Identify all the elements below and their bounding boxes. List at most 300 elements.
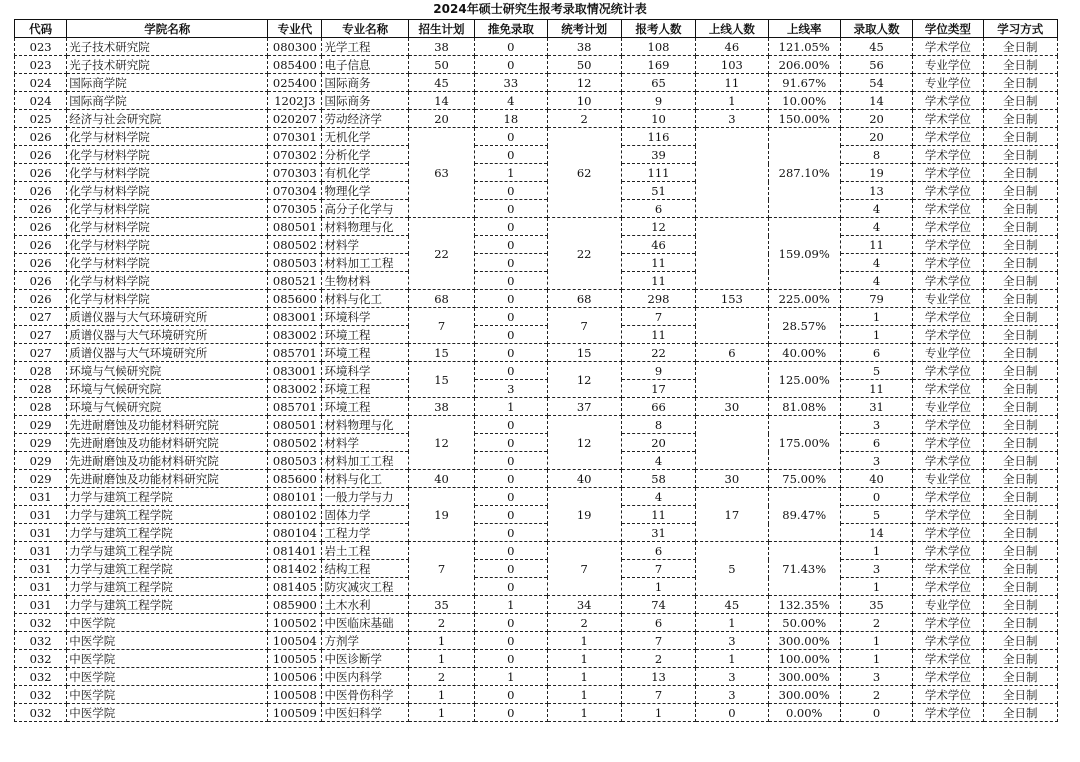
cell-pass-count: 1 xyxy=(696,92,768,110)
cell-code: 028 xyxy=(15,380,67,398)
cell-major-name: 分析化学 xyxy=(322,146,408,164)
header-major-code: 专业代 xyxy=(268,20,322,38)
cell-code: 027 xyxy=(15,326,67,344)
cell-applicants: 7 xyxy=(621,632,695,650)
cell-pass-count: 6 xyxy=(696,344,768,362)
cell-applicants: 11 xyxy=(621,326,695,344)
cell-pass-rate: 121.05% xyxy=(768,38,840,56)
cell-major-code: 100504 xyxy=(268,632,322,650)
cell-pass-count: 17 xyxy=(696,488,768,542)
cell-exam-plan: 62 xyxy=(547,128,621,218)
cell-exempt: 0 xyxy=(475,344,547,362)
cell-college: 中医学院 xyxy=(67,650,268,668)
cell-admitted: 11 xyxy=(840,380,912,398)
cell-major-code: 085701 xyxy=(268,344,322,362)
cell-study-mode: 全日制 xyxy=(983,110,1057,128)
cell-admitted: 0 xyxy=(840,704,912,722)
cell-pass-rate: 300.00% xyxy=(768,668,840,686)
table-row xyxy=(15,650,1058,668)
cell-exam-plan: 15 xyxy=(547,344,621,362)
table-row xyxy=(15,668,1058,686)
cell-degree-type: 学术学位 xyxy=(913,452,983,470)
cell-exam-plan: 7 xyxy=(547,308,621,344)
cell-degree-type: 学术学位 xyxy=(913,254,983,272)
table-row xyxy=(15,38,1058,56)
cell-study-mode: 全日制 xyxy=(983,632,1057,650)
cell-admitted: 4 xyxy=(840,200,912,218)
cell-admitted: 2 xyxy=(840,686,912,704)
cell-degree-type: 专业学位 xyxy=(913,290,983,308)
table-row xyxy=(15,362,1058,380)
cell-code: 026 xyxy=(15,272,67,290)
cell-exam-plan: 12 xyxy=(547,362,621,398)
cell-exempt: 0 xyxy=(475,146,547,164)
cell-degree-type: 专业学位 xyxy=(913,56,983,74)
cell-exempt: 3 xyxy=(475,380,547,398)
cell-applicants: 58 xyxy=(621,470,695,488)
cell-plan: 1 xyxy=(408,686,474,704)
cell-study-mode: 全日制 xyxy=(983,344,1057,362)
cell-admitted: 13 xyxy=(840,182,912,200)
cell-major-code: 083002 xyxy=(268,326,322,344)
cell-admitted: 1 xyxy=(840,632,912,650)
cell-college: 化学与材料学院 xyxy=(67,146,268,164)
table-row xyxy=(15,632,1058,650)
cell-exempt: 0 xyxy=(475,560,547,578)
cell-pass-count: 30 xyxy=(696,470,768,488)
cell-major-name: 材料加工工程 xyxy=(322,452,408,470)
cell-admitted: 4 xyxy=(840,218,912,236)
cell-major-code: 080502 xyxy=(268,434,322,452)
cell-major-code: 100502 xyxy=(268,614,322,632)
cell-applicants: 7 xyxy=(621,308,695,326)
cell-applicants: 17 xyxy=(621,380,695,398)
cell-applicants: 46 xyxy=(621,236,695,254)
cell-admitted: 20 xyxy=(840,128,912,146)
cell-degree-type: 学术学位 xyxy=(913,308,983,326)
cell-major-name: 材料与化工 xyxy=(322,290,408,308)
cell-major-code: 080300 xyxy=(268,38,322,56)
cell-applicants: 65 xyxy=(621,74,695,92)
cell-degree-type: 专业学位 xyxy=(913,398,983,416)
cell-degree-type: 专业学位 xyxy=(913,470,983,488)
cell-exempt: 0 xyxy=(475,56,547,74)
cell-plan: 2 xyxy=(408,668,474,686)
cell-major-name: 材料物理与化 xyxy=(322,416,408,434)
cell-admitted: 5 xyxy=(840,362,912,380)
table-title: 2024年硕士研究生报考录取情况统计表 xyxy=(433,2,647,16)
table-row xyxy=(15,110,1058,128)
cell-pass-rate: 300.00% xyxy=(768,686,840,704)
cell-study-mode: 全日制 xyxy=(983,596,1057,614)
cell-degree-type: 学术学位 xyxy=(913,38,983,56)
cell-pass-count: 30 xyxy=(696,398,768,416)
cell-admitted: 2 xyxy=(840,614,912,632)
cell-major-name: 土木水利 xyxy=(322,596,408,614)
cell-major-name: 中医临床基础 xyxy=(322,614,408,632)
cell-applicants: 1 xyxy=(621,704,695,722)
cell-exempt: 18 xyxy=(475,110,547,128)
cell-major-code: 1202J3 xyxy=(268,92,322,110)
cell-major-code: 083001 xyxy=(268,362,322,380)
cell-code: 027 xyxy=(15,308,67,326)
cell-college: 国际商学院 xyxy=(67,74,268,92)
table-row xyxy=(15,542,1058,560)
header-pass-rate: 上线率 xyxy=(768,20,840,38)
cell-study-mode: 全日制 xyxy=(983,164,1057,182)
cell-study-mode: 全日制 xyxy=(983,146,1057,164)
cell-major-name: 防灾减灾工程 xyxy=(322,578,408,596)
cell-college: 力学与建筑工程学院 xyxy=(67,542,268,560)
cell-major-name: 环境科学 xyxy=(322,362,408,380)
cell-study-mode: 全日制 xyxy=(983,56,1057,74)
cell-college: 先进耐磨蚀及功能材料研究院 xyxy=(67,434,268,452)
cell-major-code: 070301 xyxy=(268,128,322,146)
cell-degree-type: 学术学位 xyxy=(913,200,983,218)
cell-admitted: 1 xyxy=(840,542,912,560)
cell-study-mode: 全日制 xyxy=(983,326,1057,344)
cell-plan: 40 xyxy=(408,470,474,488)
cell-plan: 38 xyxy=(408,38,474,56)
cell-applicants: 20 xyxy=(621,434,695,452)
cell-study-mode: 全日制 xyxy=(983,416,1057,434)
cell-admitted: 45 xyxy=(840,38,912,56)
cell-plan: 20 xyxy=(408,110,474,128)
cell-pass-count: 1 xyxy=(696,650,768,668)
admission-stats-table xyxy=(14,19,1058,722)
header-admitted: 录取人数 xyxy=(840,20,912,38)
cell-admitted: 1 xyxy=(840,326,912,344)
cell-degree-type: 学术学位 xyxy=(913,668,983,686)
cell-exam-plan: 7 xyxy=(547,542,621,596)
cell-pass-rate: 0.00% xyxy=(768,704,840,722)
cell-exempt: 0 xyxy=(475,362,547,380)
cell-admitted: 4 xyxy=(840,254,912,272)
cell-major-name: 无机化学 xyxy=(322,128,408,146)
cell-exempt: 1 xyxy=(475,596,547,614)
table-row xyxy=(15,92,1058,110)
cell-exam-plan: 1 xyxy=(547,668,621,686)
cell-admitted: 3 xyxy=(840,668,912,686)
cell-plan: 7 xyxy=(408,308,474,344)
cell-exam-plan: 1 xyxy=(547,632,621,650)
cell-exempt: 0 xyxy=(475,614,547,632)
cell-study-mode: 全日制 xyxy=(983,524,1057,542)
cell-college: 先进耐磨蚀及功能材料研究院 xyxy=(67,452,268,470)
cell-major-name: 高分子化学与 xyxy=(322,200,408,218)
cell-applicants: 2 xyxy=(621,650,695,668)
cell-degree-type: 学术学位 xyxy=(913,704,983,722)
cell-major-code: 085600 xyxy=(268,290,322,308)
cell-major-code: 081402 xyxy=(268,560,322,578)
cell-exam-plan: 68 xyxy=(547,290,621,308)
cell-major-code: 080104 xyxy=(268,524,322,542)
cell-applicants: 6 xyxy=(621,542,695,560)
cell-pass-rate: 159.09% xyxy=(768,218,840,290)
cell-pass-count: 103 xyxy=(696,56,768,74)
cell-pass-rate: 175.00% xyxy=(768,416,840,470)
cell-admitted: 19 xyxy=(840,164,912,182)
cell-college: 环境与气候研究院 xyxy=(67,380,268,398)
cell-major-name: 中医骨伤科学 xyxy=(322,686,408,704)
cell-exam-plan: 40 xyxy=(547,470,621,488)
table-row xyxy=(15,272,1058,290)
table-row xyxy=(15,254,1058,272)
cell-study-mode: 全日制 xyxy=(983,506,1057,524)
cell-code: 031 xyxy=(15,560,67,578)
cell-plan: 1 xyxy=(408,650,474,668)
cell-plan: 1 xyxy=(408,704,474,722)
cell-degree-type: 学术学位 xyxy=(913,416,983,434)
cell-admitted: 1 xyxy=(840,308,912,326)
cell-study-mode: 全日制 xyxy=(983,92,1057,110)
cell-college: 先进耐磨蚀及功能材料研究院 xyxy=(67,416,268,434)
cell-study-mode: 全日制 xyxy=(983,362,1057,380)
table-row xyxy=(15,290,1058,308)
header-exempt: 推免录取 xyxy=(475,20,547,38)
cell-exempt: 0 xyxy=(475,704,547,722)
cell-applicants: 11 xyxy=(621,506,695,524)
cell-major-code: 100508 xyxy=(268,686,322,704)
cell-major-code: 080501 xyxy=(268,416,322,434)
cell-code: 031 xyxy=(15,578,67,596)
cell-study-mode: 全日制 xyxy=(983,398,1057,416)
cell-exempt: 0 xyxy=(475,308,547,326)
cell-exempt: 0 xyxy=(475,200,547,218)
cell-study-mode: 全日制 xyxy=(983,38,1057,56)
cell-pass-rate: 206.00% xyxy=(768,56,840,74)
cell-admitted: 0 xyxy=(840,488,912,506)
cell-plan: 1 xyxy=(408,632,474,650)
cell-pass-rate: 132.35% xyxy=(768,596,840,614)
table-row xyxy=(15,416,1058,434)
table-row xyxy=(15,560,1058,578)
cell-pass-rate: 91.67% xyxy=(768,74,840,92)
cell-major-code: 080101 xyxy=(268,488,322,506)
cell-major-name: 环境工程 xyxy=(322,344,408,362)
cell-study-mode: 全日制 xyxy=(983,74,1057,92)
header-pass-count: 上线人数 xyxy=(696,20,768,38)
table-row xyxy=(15,596,1058,614)
cell-applicants: 7 xyxy=(621,686,695,704)
cell-code: 024 xyxy=(15,92,67,110)
cell-college: 力学与建筑工程学院 xyxy=(67,488,268,506)
cell-degree-type: 学术学位 xyxy=(913,614,983,632)
cell-exam-plan: 34 xyxy=(547,596,621,614)
header-applicants: 报考人数 xyxy=(621,20,695,38)
cell-applicants: 8 xyxy=(621,416,695,434)
cell-exam-plan: 10 xyxy=(547,92,621,110)
cell-pass-count xyxy=(696,308,768,344)
cell-pass-count xyxy=(696,128,768,218)
table-row xyxy=(15,56,1058,74)
table-row xyxy=(15,128,1058,146)
table-row xyxy=(15,434,1058,452)
cell-exempt: 0 xyxy=(475,218,547,236)
cell-exempt: 1 xyxy=(475,398,547,416)
cell-pass-rate: 10.00% xyxy=(768,92,840,110)
cell-applicants: 51 xyxy=(621,182,695,200)
cell-code: 023 xyxy=(15,56,67,74)
cell-admitted: 56 xyxy=(840,56,912,74)
table-row xyxy=(15,380,1058,398)
cell-pass-rate: 50.00% xyxy=(768,614,840,632)
cell-code: 032 xyxy=(15,650,67,668)
cell-major-code: 020207 xyxy=(268,110,322,128)
cell-admitted: 40 xyxy=(840,470,912,488)
cell-major-name: 环境工程 xyxy=(322,326,408,344)
cell-degree-type: 学术学位 xyxy=(913,632,983,650)
cell-admitted: 1 xyxy=(840,650,912,668)
cell-pass-rate: 300.00% xyxy=(768,632,840,650)
cell-applicants: 4 xyxy=(621,452,695,470)
cell-study-mode: 全日制 xyxy=(983,650,1057,668)
cell-exempt: 0 xyxy=(475,452,547,470)
cell-pass-count: 3 xyxy=(696,110,768,128)
cell-admitted: 14 xyxy=(840,92,912,110)
cell-applicants: 169 xyxy=(621,56,695,74)
cell-admitted: 3 xyxy=(840,416,912,434)
cell-pass-rate: 125.00% xyxy=(768,362,840,398)
cell-exempt: 0 xyxy=(475,434,547,452)
table-row xyxy=(15,470,1058,488)
cell-college: 质谱仪器与大气环境研究所 xyxy=(67,308,268,326)
cell-college: 力学与建筑工程学院 xyxy=(67,578,268,596)
cell-exempt: 0 xyxy=(475,182,547,200)
cell-study-mode: 全日制 xyxy=(983,128,1057,146)
cell-exam-plan: 2 xyxy=(547,614,621,632)
cell-exempt: 0 xyxy=(475,632,547,650)
cell-pass-rate: 40.00% xyxy=(768,344,840,362)
cell-college: 化学与材料学院 xyxy=(67,272,268,290)
table-row xyxy=(15,686,1058,704)
cell-college: 化学与材料学院 xyxy=(67,128,268,146)
cell-pass-count: 5 xyxy=(696,542,768,596)
cell-degree-type: 专业学位 xyxy=(913,344,983,362)
cell-college: 中医学院 xyxy=(67,704,268,722)
cell-exempt: 0 xyxy=(475,542,547,560)
cell-college: 力学与建筑工程学院 xyxy=(67,596,268,614)
cell-college: 化学与材料学院 xyxy=(67,200,268,218)
cell-degree-type: 学术学位 xyxy=(913,128,983,146)
cell-code: 026 xyxy=(15,146,67,164)
cell-exempt: 4 xyxy=(475,92,547,110)
cell-college: 化学与材料学院 xyxy=(67,182,268,200)
cell-study-mode: 全日制 xyxy=(983,380,1057,398)
cell-major-name: 环境工程 xyxy=(322,398,408,416)
cell-pass-count: 153 xyxy=(696,290,768,308)
cell-plan: 2 xyxy=(408,614,474,632)
cell-applicants: 9 xyxy=(621,362,695,380)
cell-major-code: 081401 xyxy=(268,542,322,560)
cell-admitted: 3 xyxy=(840,452,912,470)
cell-degree-type: 学术学位 xyxy=(913,686,983,704)
cell-pass-count: 45 xyxy=(696,596,768,614)
cell-college: 先进耐磨蚀及功能材料研究院 xyxy=(67,470,268,488)
cell-pass-count: 0 xyxy=(696,704,768,722)
cell-code: 026 xyxy=(15,200,67,218)
cell-major-name: 国际商务 xyxy=(322,74,408,92)
header-exam-plan: 统考计划 xyxy=(547,20,621,38)
cell-applicants: 22 xyxy=(621,344,695,362)
cell-major-name: 结构工程 xyxy=(322,560,408,578)
cell-exempt: 0 xyxy=(475,236,547,254)
cell-code: 031 xyxy=(15,596,67,614)
cell-college: 化学与材料学院 xyxy=(67,236,268,254)
cell-major-code: 080102 xyxy=(268,506,322,524)
table-row xyxy=(15,74,1058,92)
cell-exempt: 0 xyxy=(475,650,547,668)
table-row xyxy=(15,146,1058,164)
cell-major-code: 085600 xyxy=(268,470,322,488)
cell-college: 质谱仪器与大气环境研究所 xyxy=(67,344,268,362)
cell-exam-plan: 1 xyxy=(547,686,621,704)
cell-major-name: 光学工程 xyxy=(322,38,408,56)
cell-degree-type: 学术学位 xyxy=(913,650,983,668)
cell-applicants: 74 xyxy=(621,596,695,614)
cell-exempt: 0 xyxy=(475,506,547,524)
cell-exempt: 0 xyxy=(475,578,547,596)
cell-applicants: 6 xyxy=(621,200,695,218)
cell-exempt: 0 xyxy=(475,128,547,146)
header-college: 学院名称 xyxy=(67,20,268,38)
cell-code: 032 xyxy=(15,704,67,722)
cell-applicants: 11 xyxy=(621,254,695,272)
cell-major-code: 081405 xyxy=(268,578,322,596)
cell-major-code: 025400 xyxy=(268,74,322,92)
cell-exam-plan: 12 xyxy=(547,74,621,92)
cell-pass-rate: 89.47% xyxy=(768,488,840,542)
cell-code: 024 xyxy=(15,74,67,92)
cell-degree-type: 学术学位 xyxy=(913,272,983,290)
cell-major-code: 083002 xyxy=(268,380,322,398)
cell-study-mode: 全日制 xyxy=(983,614,1057,632)
cell-applicants: 7 xyxy=(621,560,695,578)
cell-code: 032 xyxy=(15,632,67,650)
cell-exam-plan: 22 xyxy=(547,218,621,290)
cell-exempt: 0 xyxy=(475,488,547,506)
cell-major-code: 080503 xyxy=(268,452,322,470)
cell-pass-count xyxy=(696,218,768,290)
cell-code: 032 xyxy=(15,686,67,704)
cell-degree-type: 学术学位 xyxy=(913,434,983,452)
cell-exam-plan: 19 xyxy=(547,488,621,542)
table-row xyxy=(15,182,1058,200)
cell-college: 中医学院 xyxy=(67,686,268,704)
cell-code: 028 xyxy=(15,362,67,380)
cell-pass-rate: 71.43% xyxy=(768,542,840,596)
cell-admitted: 20 xyxy=(840,110,912,128)
cell-admitted: 54 xyxy=(840,74,912,92)
table-row xyxy=(15,308,1058,326)
cell-major-name: 岩土工程 xyxy=(322,542,408,560)
cell-code: 026 xyxy=(15,128,67,146)
cell-admitted: 4 xyxy=(840,272,912,290)
cell-college: 环境与气候研究院 xyxy=(67,362,268,380)
cell-major-name: 中医诊断学 xyxy=(322,650,408,668)
cell-pass-count: 3 xyxy=(696,632,768,650)
cell-college: 化学与材料学院 xyxy=(67,218,268,236)
cell-study-mode: 全日制 xyxy=(983,578,1057,596)
cell-college: 质谱仪器与大气环境研究所 xyxy=(67,326,268,344)
cell-major-name: 材料物理与化 xyxy=(322,218,408,236)
cell-admitted: 6 xyxy=(840,434,912,452)
cell-pass-rate: 28.57% xyxy=(768,308,840,344)
cell-admitted: 8 xyxy=(840,146,912,164)
cell-degree-type: 学术学位 xyxy=(913,182,983,200)
cell-code: 029 xyxy=(15,470,67,488)
cell-code: 031 xyxy=(15,542,67,560)
